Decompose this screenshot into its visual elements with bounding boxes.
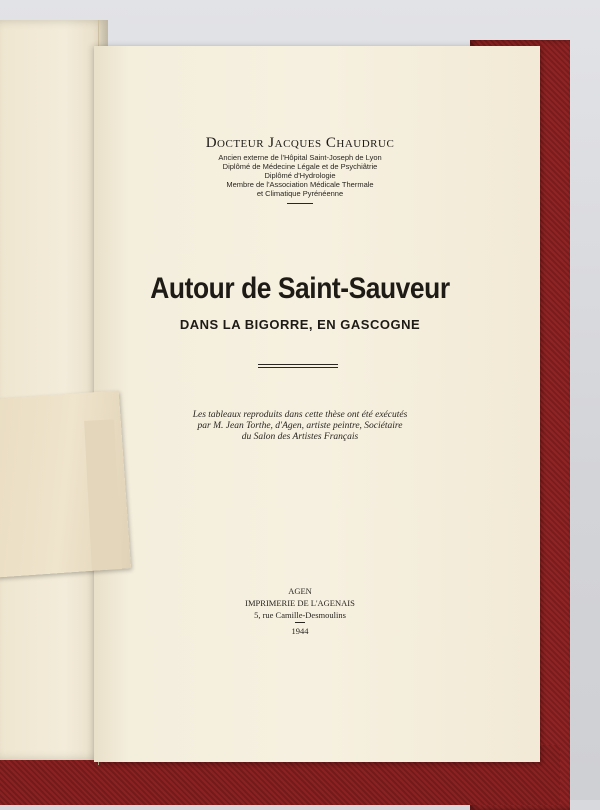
credential-line: Ancien externe de l'Hôpital Saint-Joseph de Lyon — [218, 153, 382, 162]
book-title: Autour de Saint-Sauveur — [150, 272, 450, 305]
short-rule — [287, 203, 313, 204]
credential-line: Diplômé d'Hydrologie — [264, 171, 336, 180]
imprint-address: 5, rue Camille-Desmoulins — [254, 610, 346, 620]
note-line: par M. Jean Torthe, d'Agen, artiste peintre, Sociétaire — [197, 421, 403, 431]
imprint-dash — [295, 622, 305, 623]
imprint-year: 1944 — [291, 626, 309, 636]
book-subtitle: DANS LA BIGORRE, EN GASCOGNE — [179, 317, 421, 332]
imprint-city: AGEN — [288, 586, 312, 596]
credential-line: Membre de l'Association Médicale Thermale — [226, 180, 374, 189]
credential-line: et Climatique Pyrénéenne — [256, 189, 344, 198]
double-rule-top — [258, 364, 338, 365]
author-name: Docteur Jacques Chaudruc — [205, 135, 395, 151]
imprint-printer: IMPRIMERIE DE L'AGENAIS — [245, 598, 355, 608]
credential-line: Diplômé de Médecine Légale et de Psychiâtrie — [222, 162, 378, 171]
note-line: du Salon des Artistes Français — [241, 432, 359, 442]
note-line: Les tableaux reproduits dans cette thèse ont été exécutés — [192, 410, 408, 420]
double-rule-bottom — [258, 367, 338, 368]
